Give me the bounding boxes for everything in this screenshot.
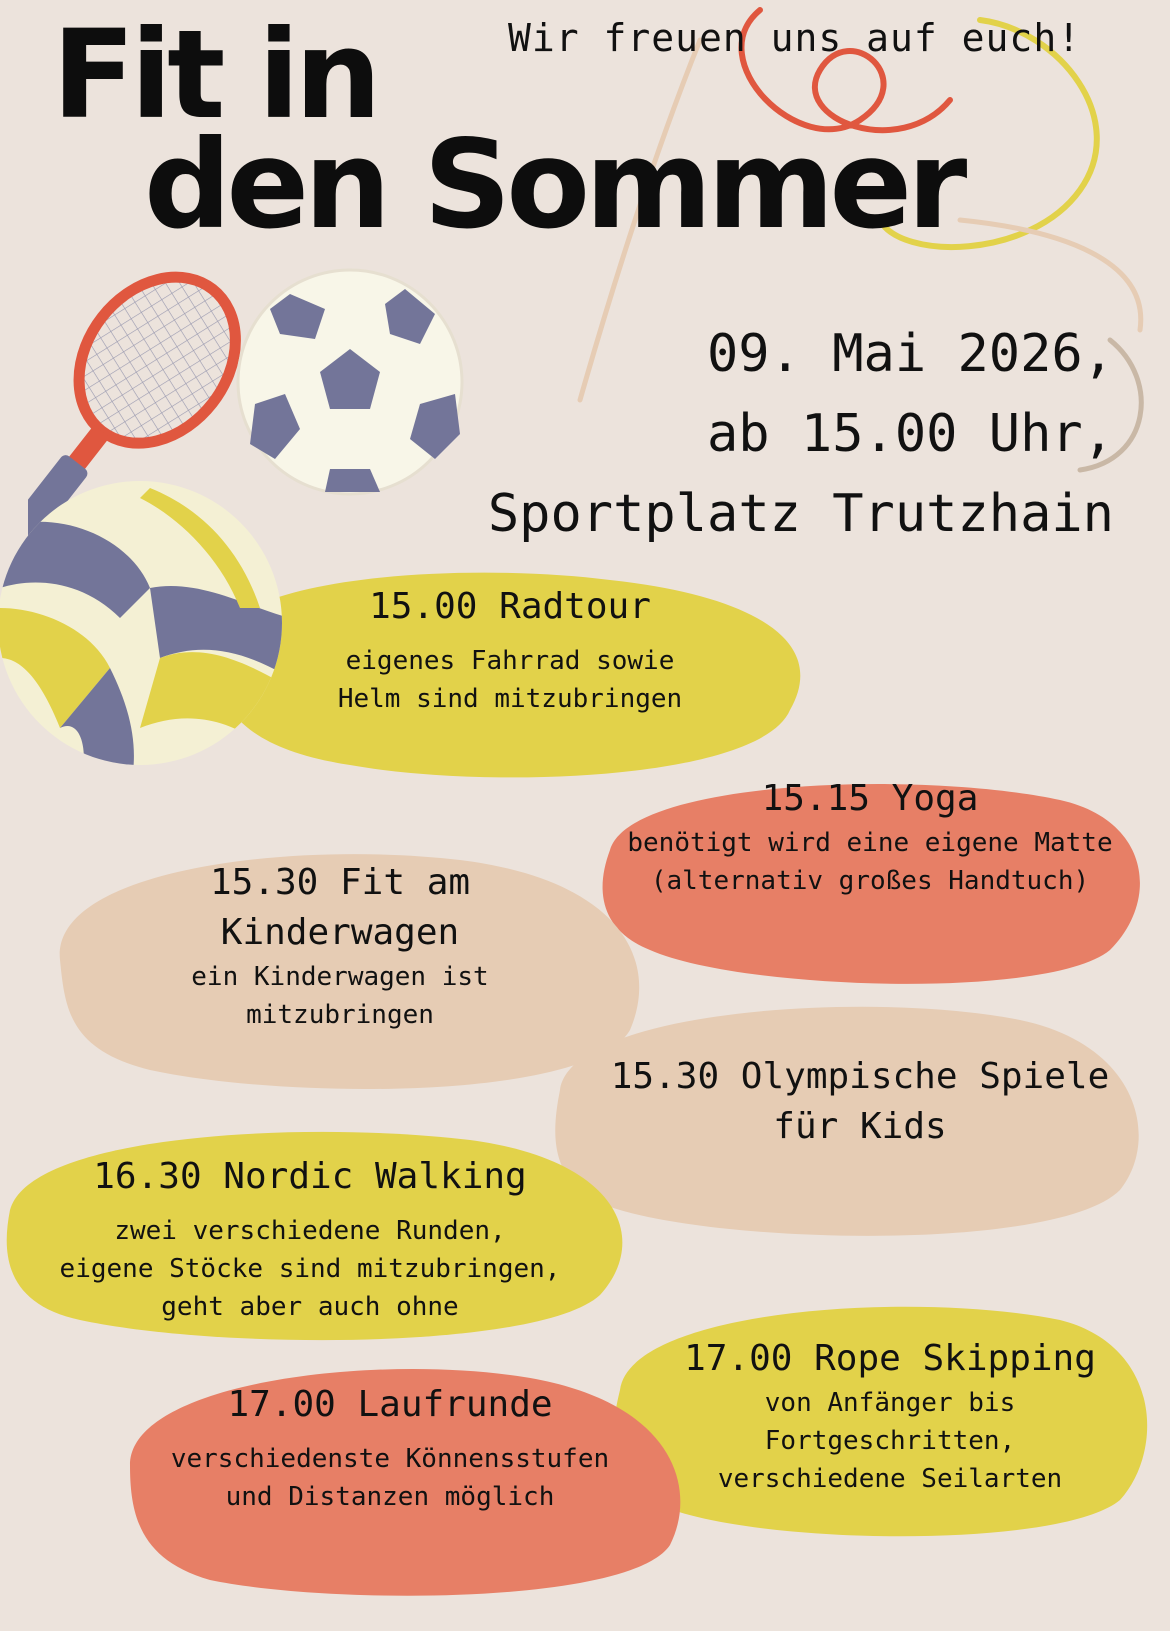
program-desc-line: Fortgeschritten, [764,1426,1016,1456]
program-desc-line: Helm sind mitzubringen [337,684,683,714]
program-item-kinderwagen [120,858,560,1034]
page-title [52,4,963,256]
program-desc-line: (alternativ großes Handtuch) [650,866,1090,896]
program-item-yoga [600,774,1140,900]
event-info [488,314,1114,554]
program-title: 17.00 Laufrunde [227,1384,553,1425]
program-desc-line: ein Kinderwagen ist [191,962,489,992]
program-desc-line: verschiedenste Könnensstufen [170,1444,610,1474]
program-item-radtour [300,582,720,718]
program-desc-line: von Anfänger bis [764,1388,1016,1418]
event-date: 09. Mai 2026, [707,324,1114,384]
program-title: 17.00 Rope Skipping [684,1338,1096,1379]
program-title-line: 15.30 Fit am [209,862,471,903]
program-title: 16.30 Nordic Walking [93,1156,527,1197]
program-desc-line: eigene Stöcke sind mitzubringen, [59,1254,561,1284]
program-desc-line: geht aber auch ohne [161,1292,459,1322]
program-desc-line: mitzubringen [246,1000,434,1030]
program-item-olympische-spiele [580,1052,1140,1152]
program-desc-line: benötigt wird eine eigene Matte [627,828,1113,858]
program-item-laufrunde [150,1380,630,1516]
program-title-line: für Kids [773,1106,947,1147]
program-desc-line: und Distanzen möglich [225,1482,555,1512]
program-item-nordic-walking [20,1152,600,1326]
program-title-line: 15.30 Olympische Spiele [610,1056,1110,1097]
program-title-line: Kinderwagen [220,912,460,953]
program-desc-line: zwei verschiedene Runden, [114,1216,506,1246]
title-line-1: Fit in [52,4,377,146]
program-title: 15.15 Yoga [761,778,979,819]
event-location: Sportplatz Trutzhain [487,484,1114,544]
volleyball-icon [0,468,290,778]
event-time: ab 15.00 Uhr, [707,404,1114,464]
greeting-text: Wir freuen uns auf euch! [508,16,1082,60]
program-item-rope-skipping [660,1334,1120,1498]
title-line-2: den Sommer [144,114,963,256]
program-title: 15.00 Radtour [369,586,651,627]
program-desc-line: eigenes Fahrrad sowie [345,646,675,676]
program-desc-line: verschiedene Seilarten [717,1464,1063,1494]
